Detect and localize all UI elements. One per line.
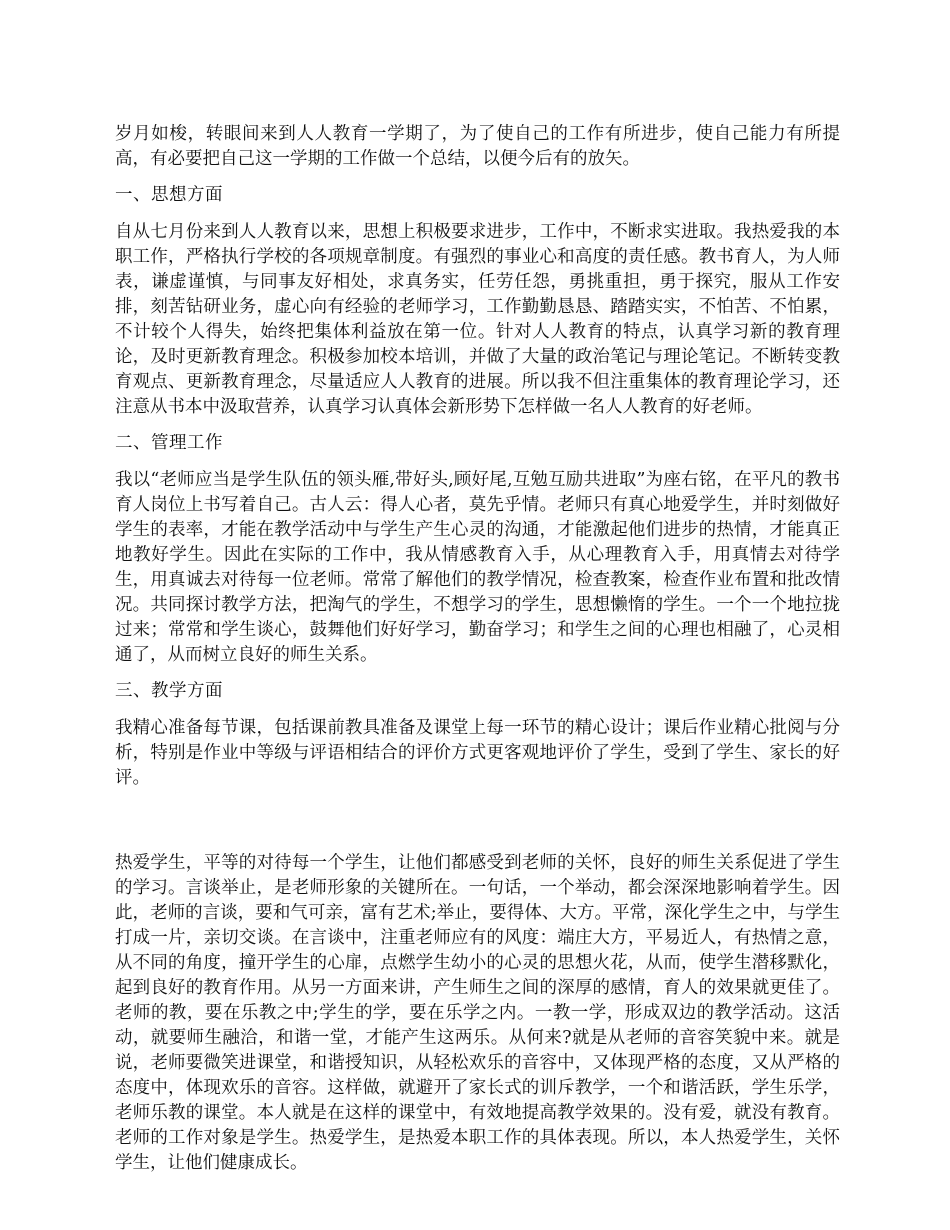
section-heading-management: 二、管理工作 [115, 433, 223, 453]
section-heading-thought: 一、思想方面 [115, 185, 223, 205]
section-body-teaching: 我精心准备每节课，包括课前教具准备及课堂上每一环节的精心设计；课后作业精心批阅与分析，特别是作业中等级与评语相结合的评价方式更客观地评价了学生，受到了学生、家长的好评。 [115, 718, 840, 788]
spacer [115, 420, 840, 431]
intro-paragraph: 岁月如梭，转眼间来到人人教育一学期了，为了使自己的工作有所进步，使自己能力有所提高，有必要把自己这一学期的工作做一个总结，以便今后有的放矢。 [115, 124, 840, 169]
section-body-thought: 自从七月份来到人人教育以来，思想上积极要求进步，工作中，不断求实进取。我热爱我的本职工作，严格执行学校的各项规章制度。有强烈的事业心和高度的责任感。教书育人，为人师表，谦虚谨慎，与同事友好相处，求真务实，任劳任怨，勇挑重担，勇于探究，服从工作安排，刻苦钻研业务，虚心向有经验的老师学习，工作勤勤恳恳、踏踏实实，不怕苦、不怕累，不计较个人得失，始终把集体利益放在第一位。针对人人教育的特点，认真学习新的教育理论，及时更新教育理念。积极参加校本培训，并做了大量的政治笔记与理论笔记。不断转变教育观点、更新教育理念，尽量适应人人教育的进展。所以我不但注重集体的教育理论学习，还注意从书本中汲取营养，认真学习认真体会新形势下怎样做一名人人教育的好老师。 [115, 222, 840, 417]
document-page [115, 122, 840, 1176]
spacer [115, 456, 840, 468]
spacer [115, 704, 840, 716]
section-heading-teaching: 三、教学方面 [115, 681, 223, 701]
closing-paragraph: 热爱学生，平等的对待每一个学生，让他们都感受到老师的关怀，良好的师生关系促进了学生的学习。言谈举止，是老师形象的关键所在。一句话，一个举动，都会深深地影响着学生。因此，老师的言谈，要和气可亲，富有艺术;举止，要得体、大方。平常，深化学生之中，与学生打成一片，亲切交谈。在言谈中，注重老师应有的风度：端庄大方，平易近人，有热情之意，从不同的角度，撞开学生的心扉，点燃学生幼小的心灵的思想火花，从而，使学生潜移默化，起到良好的教育作用。从另一方面来讲，产生师生之间的深厚的感情，育人的效果就更佳了。老师的教，要在乐教之中;学生的学，要在乐学之内。一教一学，形成双边的教学活动。这活动，就要师生融洽，和谐一堂，才能产生这两乐。从何来?就是从老师的音容笑貌中来。就是说，老师要微笑进课堂，和谐授知识，从轻松欢乐的音容中，又体现严格的态度，又从严格的态度中，体现欢乐的音容。这样做，就避开了家长式的训斥教学，一个和谐活跃，学生乐学，老师乐教的课堂。本人就是在这样的课堂中，有效地提高教学效果的。没有爱，就没有教育。老师的工作对象是学生。热爱学生，是热爱本职工作的具体表现。所以，本人热爱学生，关怀学生，让他们健康成长。 [115, 853, 840, 1173]
spacer [115, 208, 840, 220]
spacer [115, 791, 840, 851]
spacer [115, 172, 840, 183]
spacer [115, 668, 840, 679]
section-body-management: 我以“老师应当是学生队伍的领头雁,带好头,顾好尾,互勉互励共进取”为座右铭，在平凡的教书育人岗位上书写着自己。古人云：得人心者，莫先乎情。老师只有真心地爱学生，并时刻做好学生的表率，才能在教学活动中与学生产生心灵的沟通，才能激起他们进步的热情，才能真正地教好学生。因此在实际的工作中，我从情感教育入手，从心理教育入手，用真情去对待学生，用真诚去对待每一位老师。常常了解他们的教学情况，检查教案，检查作业布置和批改情况。共同探讨教学方法，把淘气的学生，不想学习的学生，思想懒惰的学生。一个一个地拉拢过来；常常和学生谈心，鼓舞他们好好学习，勤奋学习；和学生之间的心理也相融了，心灵相通了，从而树立良好的师生关系。 [115, 470, 840, 665]
